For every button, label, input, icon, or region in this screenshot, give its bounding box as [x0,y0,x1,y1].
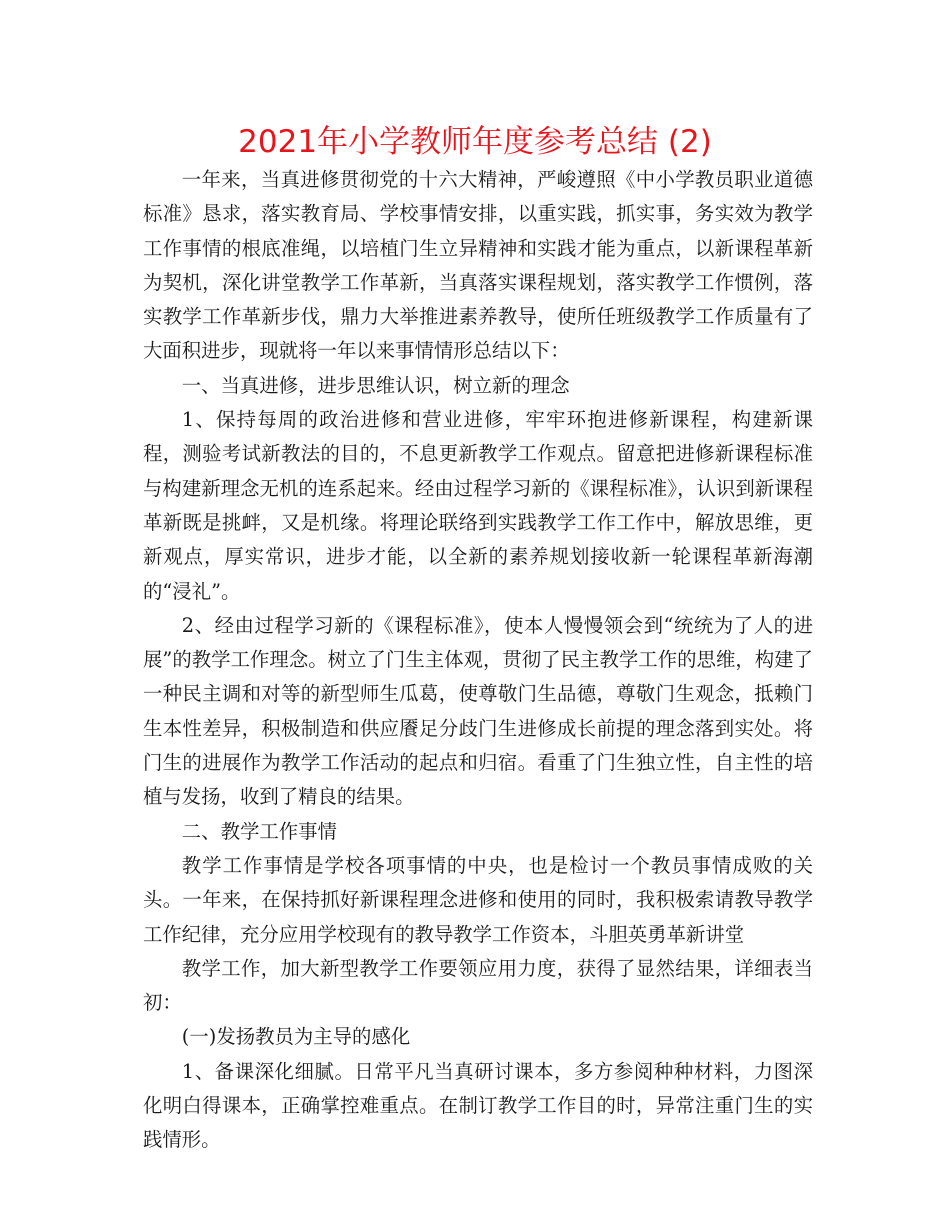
paragraph-1-1: 1、保持每周的政治进修和营业进修，牢牢环抱进修新课程，构建新课程，测验考试新教法的目的，不息更新教学工作观点。留意把进修新课程标准与构建新理念无机的连系起来。经由过程学习新的《课程标准》，认识到新课程革新既是挑衅，又是机缘。将理论联络到实践教学工作工作中，解放思维，更新观点，厚实常识，进步才能，以全新的素养规划接收新一轮课程革新海潮的“浸礼”。 [143,408,813,603]
paragraph-intro: 一年来，当真进修贯彻党的十六大精神，严峻遵照《中小学教员职业道德标准》恳求，落实教育局、学校事情安排，以重实践，抓实事，务实效为教学工作事情的根底准绳，以培植门生立异精神和实践才能为重点，以新课程革新为契机，深化讲堂教学工作革新，当真落实课程规划，落实教学工作惯例，落实教学工作革新步伐，鼎力大举推进素养教导，使所任班级教学工作质量有了大面积进步，现就将一年以来事情情形总结以下： [143,168,813,363]
section-heading-1: 一、当真进修，进步思维认识，树立新的理念 [181,373,570,397]
paragraph-2-intro: 教学工作事情是学校各项事情的中央，也是检讨一个教员事情成败的关头。一年来，在保持抓好新课程理念进修和使用的同时，我积极索请教导教学工作纪律，充分应用学校现有的教导教学工作资本，斗胆英勇革新讲堂 [143,853,813,946]
paragraph-2-1-1: 1、备课深化细腻。日常平凡当真研讨课本，多方参阅种种材料，力图深化明白得课本，正确掌控难重点。在制订教学工作目的时，异常注重门生的实践情形。 [143,1059,813,1152]
document-body [143,163,813,1158]
paragraph-1-2: 2、经由过程学习新的《课程标准》，使本人慢慢领会到“统统为了人的进展”的教学工作理念。树立了门生主体观，贯彻了民主教学工作的思维，构建了一种民主调和对等的新型师生瓜葛，使尊敬门生品德，尊敬门生观念，抵赖门生本性差异，积极制造和供应餍足分歧门生进修成长前提的理念落到实处。将门生的进展作为教学工作活动的起点和归宿。看重了门生独立性，自主性的培植与发扬，收到了精良的结果。 [143,613,813,809]
document-title: 2021年小学教师年度参考总结 (2) [238,124,712,160]
section-heading-2: 二、教学工作事情 [181,819,337,843]
subsection-heading-2-1: (一)发扬教员为主导的感化 [181,1025,411,1049]
paragraph-2-continued: 教学工作，加大新型教学工作要领应用力度，获得了显然结果，详细表当初： [143,956,813,1015]
